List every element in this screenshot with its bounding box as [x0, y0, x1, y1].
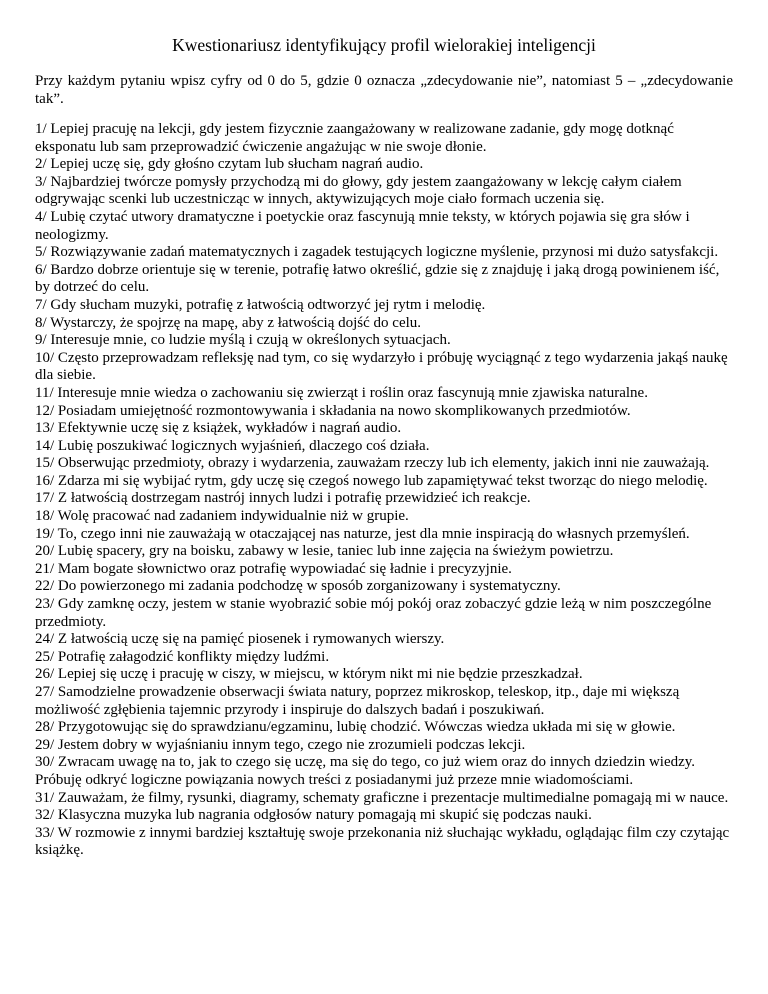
question-item: 10/ Często przeprowadzam refleksję nad tym, co się wydarzyło i próbuję wyciągnąć z tego wydarzenia jakąś naukę dla siebie. [35, 349, 728, 384]
question-item: 18/ Wolę pracować nad zadaniem indywidualnie niż w grupie. [35, 508, 409, 525]
question-item: 1/ Lepiej pracuję na lekcji, gdy jestem fizycznie zaangażowany w realizowane zadanie, gdy mogę dotknąć eksponatu lub sam przeprowadzić ćwiczenie angażując w nie swoje dłonie. [35, 121, 674, 155]
question-item: 32/ Klasyczna muzyka lub nagrania odgłosów natury pomagają mi skupić się podczas nauki. [35, 807, 592, 824]
question-item: 24/ Z łatwością uczę się na pamięć piosenek i rymowanych wierszy. [35, 631, 445, 648]
question-item: 26/ Lepiej się uczę i pracuję w ciszy, w miejscu, w którym nikt mi nie będzie przeszkadzał. [35, 666, 583, 683]
question-item: 2/ Lepiej uczę się, gdy głośno czytam lub słucham nagrań audio. [35, 156, 424, 173]
question-item: 6/ Bardzo dobrze orientuje się w terenie, potrafię łatwo określić, gdzie się z znajduję i jaką drogą powinienem iść, by dotrzeć do celu. [35, 261, 720, 296]
question-item: 8/ Wystarczy, że spojrzę na mapę, aby z łatwością dojść do celu. [35, 314, 422, 331]
question-item: 11/ Interesuje mnie wiedza o zachowaniu się zwierząt i roślin oraz fascynują mnie zjawiska naturalne. [35, 384, 648, 401]
question-item: 5/ Rozwiązywanie zadań matematycznych i zagadek testujących logiczne myślenie, przynosi mi dużo satysfakcji. [35, 244, 719, 261]
question-item: 19/ To, czego inni nie zauważają w otaczającej nas naturze, jest dla mnie inspiracją do własnych przemyśleń. [35, 525, 690, 542]
question-item: 4/ Lubię czytać utwory dramatyczne i poetyckie oraz fascynują mnie teksty, w których pojawia się gra słów i neologizmy. [35, 208, 690, 243]
question-item: 31/ Zauważam, że filmy, rysunki, diagramy, schematy graficzne i prezentacje multimedialne pomagają mi w nauce. [35, 789, 729, 806]
question-item: 7/ Gdy słucham muzyki, potrafię z łatwością odtworzyć jej rytm i melodię. [35, 296, 486, 313]
question-item: 16/ Zdarza mi się wybijać rytm, gdy uczę się czegoś nowego lub zapamiętywać tekst tworząc do niego melodię. [35, 472, 708, 489]
question-item: 12/ Posiadam umiejętność rozmontowywania i składania na nowo skomplikowanych przedmiotów. [35, 402, 631, 419]
question-item: 30/ Zwracam uwagę na to, jak to czego się uczę, ma się do tego, co już wiem oraz do innych dziedzin wiedzy. Próbuję odkryć logiczne powiązania nowych treści z posiadanymi już przeze mnie wiadomościami. [35, 754, 696, 788]
question-list [35, 121, 733, 860]
question-item: 23/ Gdy zamknę oczy, jestem w stanie wyobrazić sobie mój pokój oraz zobaczyć gdzie leżą w nim poszczególne przedmioty. [35, 596, 712, 630]
question-item: 33/ W rozmowie z innymi bardziej kształtuję swoje przekonania niż słuchając wykładu, oglądając film czy czytając książkę. [35, 824, 730, 859]
question-item: 28/ Przygotowując się do sprawdzianu/egzaminu, lubię chodzić. Wówczas wiedza układa mi się w głowie. [35, 719, 676, 736]
question-item: 27/ Samodzielne prowadzenie obserwacji świata natury, poprzez mikroskop, teleskop, itp., daje mi większą możliwość zgłębienia tajemnic przyrody i inspiruje do dalszych badań i poszukiwań. [35, 684, 680, 718]
question-item: 29/ Jestem dobry w wyjaśnianiu innym tego, czego nie zrozumieli podczas lekcji. [35, 736, 526, 753]
question-item: 17/ Z łatwością dostrzegam nastrój innych ludzi i potrafię przewidzieć ich reakcje. [35, 490, 531, 507]
question-item: 22/ Do powierzonego mi zadania podchodzę w sposób zorganizowany i systematyczny. [35, 578, 561, 595]
question-item: 13/ Efektywnie uczę się z książek, wykładów i nagrań audio. [35, 420, 402, 437]
page-title: Kwestionariusz identyfikujący profil wielorakiej inteligencji [172, 35, 596, 55]
question-item: 14/ Lubię poszukiwać logicznych wyjaśnień, dlaczego coś działa. [35, 437, 430, 454]
question-item: 15/ Obserwując przedmioty, obrazy i wydarzenia, zauważam rzeczy lub ich elementy, jakich inni nie zauważają. [35, 455, 710, 472]
question-item: 20/ Lubię spacery, gry na boisku, zabawy w lesie, taniec lub inne zajęcia na świeżym powietrzu. [35, 543, 614, 560]
question-item: 9/ Interesuje mnie, co ludzie myślą i czują w określonych sytuacjach. [35, 332, 451, 349]
instructions-paragraph: Przy każdym pytaniu wpisz cyfry od 0 do 5, gdzie 0 oznacza „zdecydowanie nie”, natomiast 5 – „zdecydowanie tak”. [35, 73, 733, 107]
question-item: 21/ Mam bogate słownictwo oraz potrafię wypowiadać się ładnie i precyzyjnie. [35, 560, 512, 577]
question-item: 25/ Potrafię załagodzić konflikty między ludźmi. [35, 648, 330, 665]
question-item: 3/ Najbardziej twórcze pomysły przychodzą mi do głowy, gdy jestem zaangażowany w lekcję całym ciałem odgrywając scenki lub uczestnicząc w innych, aktywizujących moje ciało formach uczenia się. [35, 173, 682, 208]
